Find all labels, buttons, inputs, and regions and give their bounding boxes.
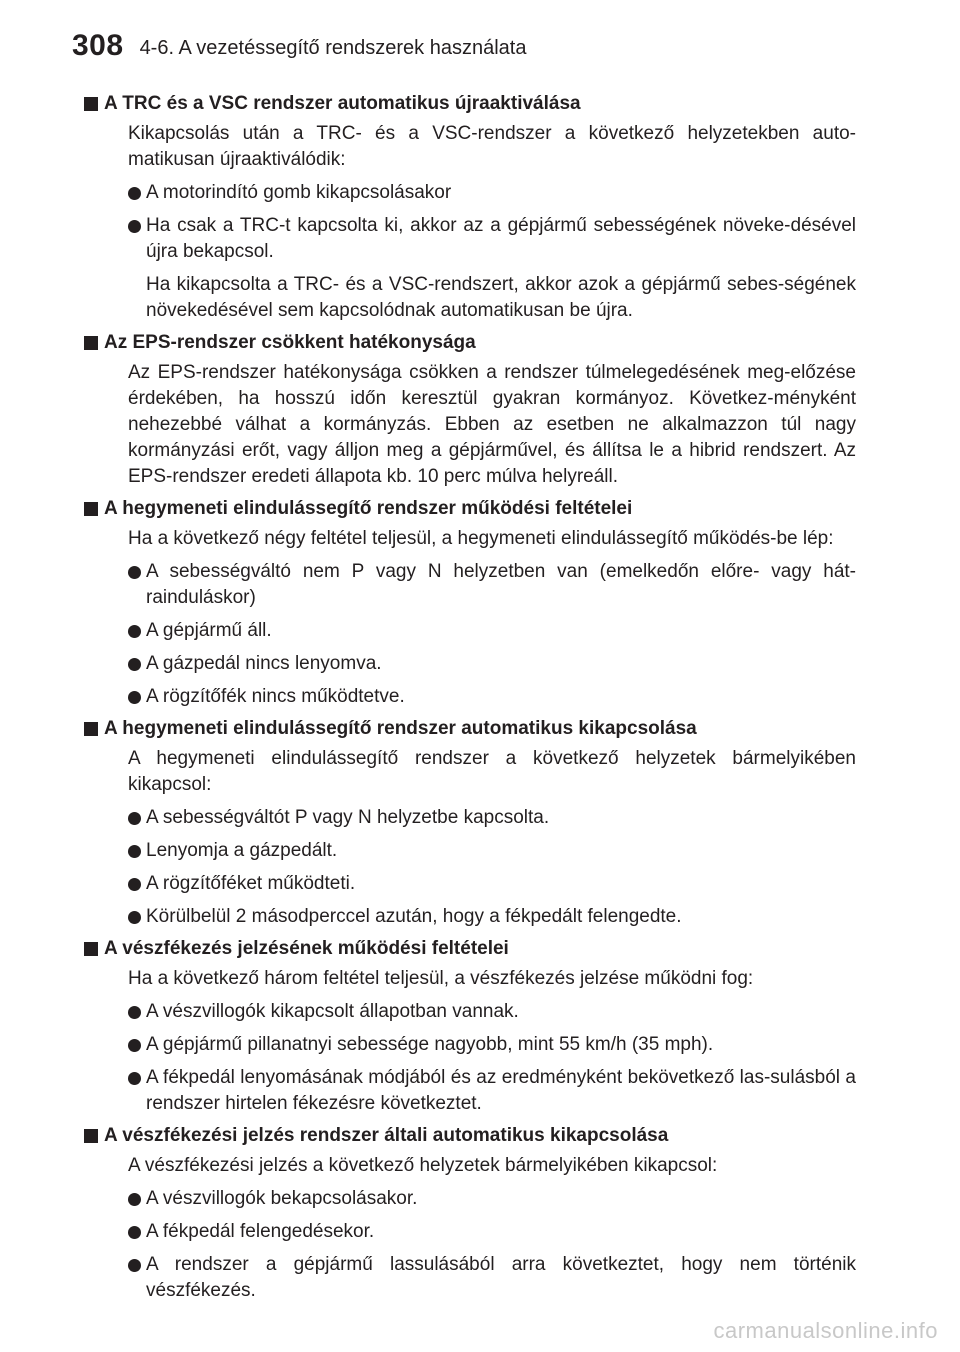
- section-intro: Kikapcsolás után a TRC- és a VSC-rendszer a következő helyzetekben auto-matikusan újraaktiválódik:: [128, 123, 856, 170]
- list-item-text: A rögzítőféket működteti.: [146, 873, 356, 894]
- list-item-text: A fékpedál lenyomásának módjából és az eredményként bekövetkező las-sulásból a rendszer hirtelen fékezésre következtet.: [146, 1067, 856, 1114]
- round-bullet-icon: [128, 812, 141, 825]
- round-bullet-icon: [128, 1259, 141, 1272]
- list-item: [104, 1065, 856, 1117]
- page-number: 308: [72, 29, 124, 62]
- section-heading: [80, 497, 856, 521]
- watermark: carmanualsonline.info: [713, 1318, 938, 1343]
- list-item-text: Ha csak a TRC-t kapcsolta ki, akkor az a gépjármű sebességének növeke-désével újra bekapcsol.: [146, 215, 856, 262]
- list-item: [104, 559, 856, 611]
- list-item-text: A gépjármű áll.: [146, 620, 272, 641]
- section-heading: [80, 717, 856, 741]
- list-item: [104, 999, 856, 1025]
- list-item: [104, 1186, 856, 1212]
- section-heading-text: A hegymeneti elindulássegítő rendszer automatikus kikapcsolása: [104, 718, 697, 739]
- list-item: [104, 618, 856, 644]
- list-item-text: A vészvillogók kikapcsolt állapotban vannak.: [146, 1001, 519, 1022]
- round-bullet-icon: [128, 1072, 141, 1085]
- section-intro: A hegymeneti elindulássegítő rendszer a következő helyzetek bármelyikében kikapcsol:: [128, 748, 856, 795]
- list-item-text: A fékpedál felengedésekor.: [146, 1221, 375, 1242]
- section-intro: A vészfékezési jelzés a következő helyzetek bármelyikében kikapcsol:: [128, 1155, 718, 1176]
- section-intro: Az EPS-rendszer hatékonysága csökken a rendszer túlmelegedésének meg-előzése érdekében, ha hosszú időn keresztül gyakran kormányoz. Következ-ményként nehezebbé válhat a kormányzás. Ebben az esetben ne alkalmazzon túl nagy kormányzási erőt, vagy álljon meg a gépjárművel, és állítsa le a hibrid rendszert. Az EPS-rendszer eredeti állapota kb. 10 perc múlva helyreáll.: [128, 362, 856, 487]
- round-bullet-icon: [128, 566, 141, 579]
- section-intro: Ha a következő négy feltétel teljesül, a hegymeneti elindulássegítő működés-be lép:: [128, 528, 834, 549]
- round-bullet-icon: [128, 691, 141, 704]
- list-item-text: A rögzítőfék nincs működtetve.: [146, 686, 405, 707]
- round-bullet-icon: [128, 1006, 141, 1019]
- list-item: [104, 1219, 856, 1245]
- list-item: [104, 904, 856, 930]
- square-bullet-icon: [84, 1129, 98, 1143]
- round-bullet-icon: [128, 658, 141, 671]
- list-item-text: A rendszer a gépjármű lassulásából arra következtet, hogy nem történik vészfékezés.: [146, 1254, 856, 1301]
- list-item-text: Lenyomja a gázpedált.: [146, 840, 338, 861]
- round-bullet-icon: [128, 1039, 141, 1052]
- section-heading: [80, 331, 856, 355]
- list-item-text: A gázpedál nincs lenyomva.: [146, 653, 382, 674]
- list-item: [104, 651, 856, 677]
- square-bullet-icon: [84, 502, 98, 516]
- list-item-text: Körülbelül 2 másodperccel azután, hogy a fékpedált felengedte.: [146, 906, 682, 927]
- section-heading-text: Az EPS-rendszer csökkent hatékonysága: [104, 332, 476, 353]
- list-item: [104, 838, 856, 864]
- page-content: [104, 92, 856, 1311]
- round-bullet-icon: [128, 220, 141, 233]
- square-bullet-icon: [84, 97, 98, 111]
- chapter-title: 4-6. A vezetéssegítő rendszerek használata: [139, 36, 527, 59]
- round-bullet-icon: [128, 187, 141, 200]
- section-heading: [80, 1124, 856, 1148]
- list-item: [104, 1032, 856, 1058]
- round-bullet-icon: [128, 625, 141, 638]
- list-item: [104, 805, 856, 831]
- list-item-text: A sebességváltó nem P vagy N helyzetben van (emelkedőn előre- vagy hát-rainduláskor): [146, 561, 856, 608]
- list-item: [104, 213, 856, 265]
- section-heading-text: A vészfékezési jelzés rendszer általi automatikus kikapcsolása: [104, 1125, 669, 1146]
- section-heading-text: A vészfékezés jelzésének működési feltételei: [104, 938, 509, 959]
- section-intro: Ha a következő három feltétel teljesül, a vészfékezés jelzése működni fog:: [128, 968, 754, 989]
- section-heading: [80, 937, 856, 961]
- round-bullet-icon: [128, 845, 141, 858]
- round-bullet-icon: [128, 1226, 141, 1239]
- section-heading: [80, 92, 856, 116]
- round-bullet-icon: [128, 878, 141, 891]
- list-item: [104, 684, 856, 710]
- square-bullet-icon: [84, 722, 98, 736]
- list-item: [104, 871, 856, 897]
- page-header: [72, 20, 932, 72]
- round-bullet-icon: [128, 1193, 141, 1206]
- list-item: [104, 1252, 856, 1304]
- section-note: Ha kikapcsolta a TRC- és a VSC-rendszert, akkor azok a gépjármű sebes-ségének növekedésével sem kapcsolódnak automatikusan be újra.: [146, 274, 856, 321]
- list-item-text: A motorindító gomb kikapcsolásakor: [146, 182, 452, 203]
- round-bullet-icon: [128, 911, 141, 924]
- square-bullet-icon: [84, 336, 98, 350]
- list-item-text: A vészvillogók bekapcsolásakor.: [146, 1188, 418, 1209]
- square-bullet-icon: [84, 942, 98, 956]
- section-heading-text: A TRC és a VSC rendszer automatikus újraaktiválása: [104, 93, 581, 114]
- list-item-text: A sebességváltót P vagy N helyzetbe kapcsolta.: [146, 807, 550, 828]
- section-heading-text: A hegymeneti elindulássegítő rendszer működési feltételei: [104, 498, 633, 519]
- list-item-text: A gépjármű pillanatnyi sebessége nagyobb, mint 55 km/h (35 mph).: [146, 1034, 714, 1055]
- list-item: [104, 180, 856, 206]
